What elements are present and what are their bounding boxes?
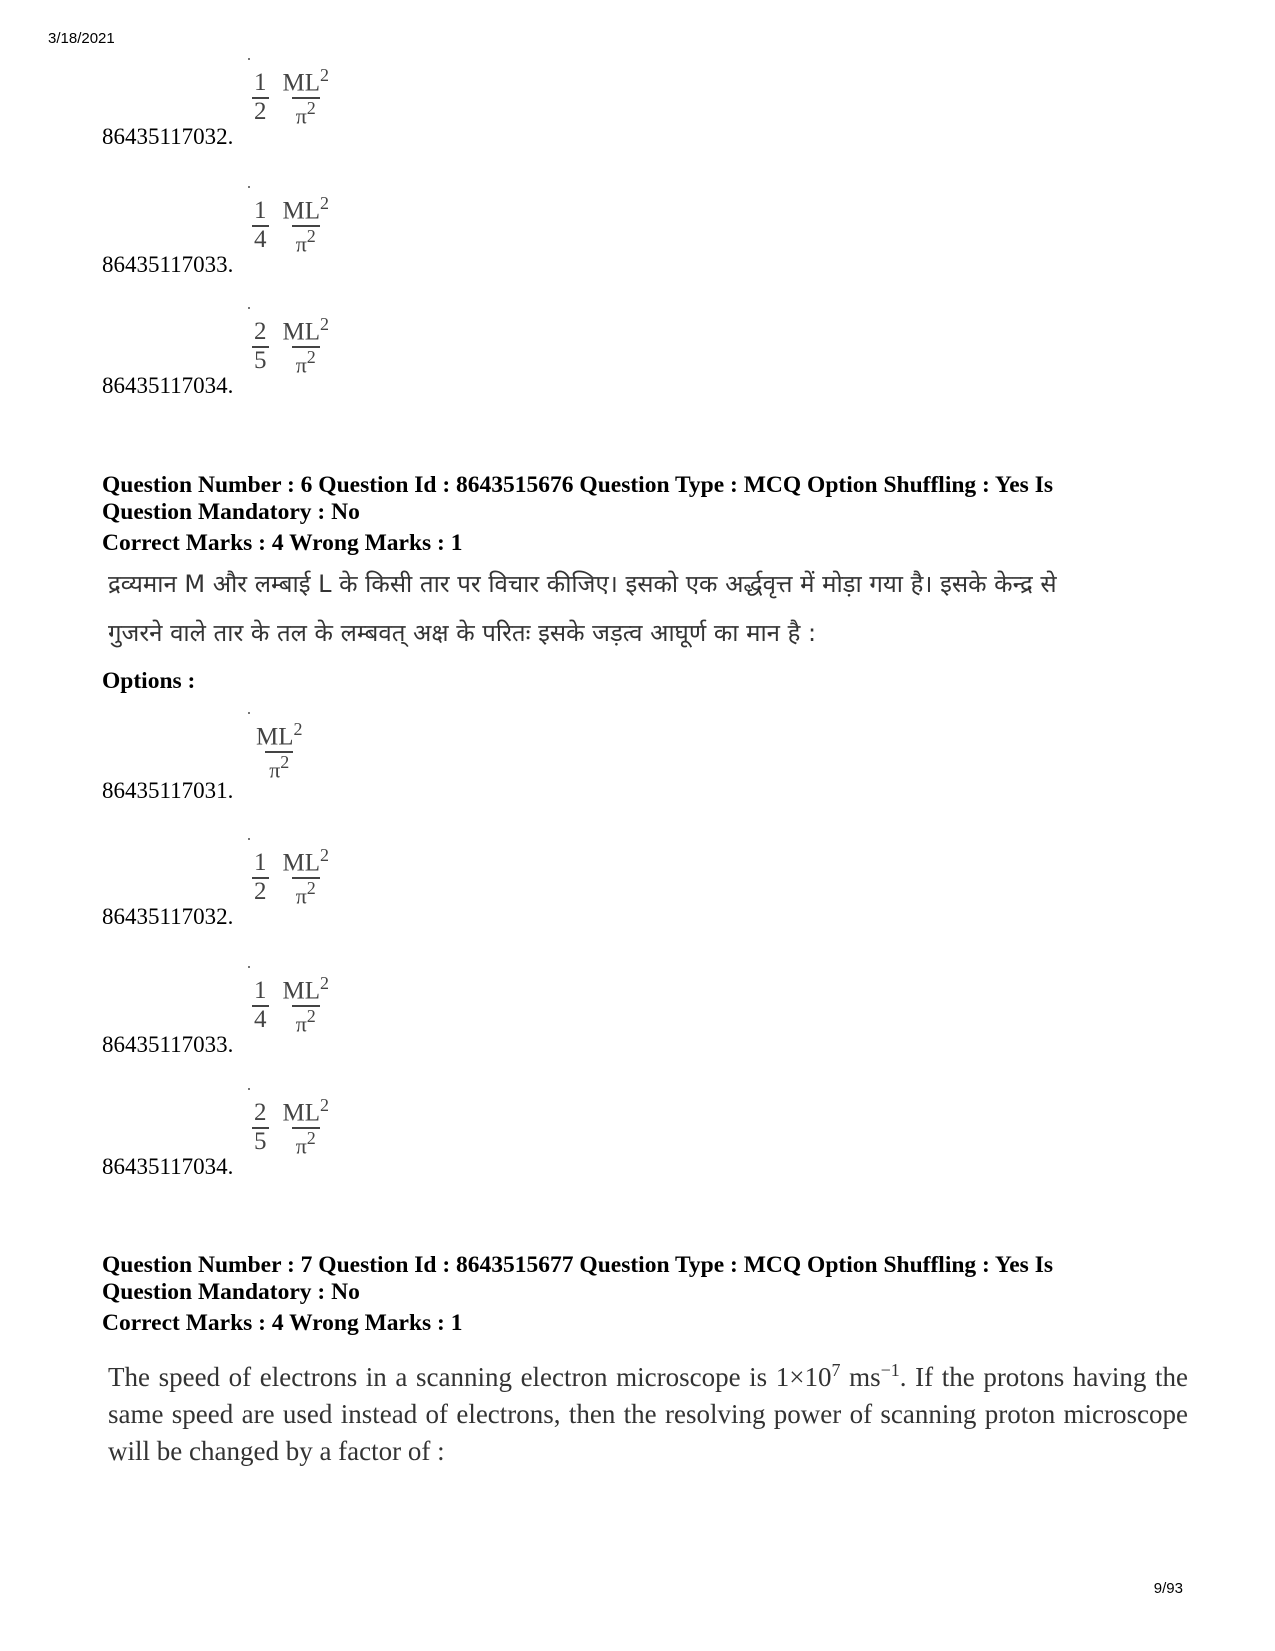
q7-header: Question Number : 7 Question Id : 8643515677 Question Type : MCQ Option Shuffling : Yes Is Question Mandatory : No [102,1252,1053,1305]
option-id: 86435117031. [102,778,234,803]
q6-option-4: $\frac{2}{5}$ $\frac{ML^2}{\pi^2}$ 86435117034. [102,1088,502,1178]
q6-marks: Correct Marks : 4 Wrong Marks : 1 [102,530,463,556]
q7-marks: Correct Marks : 4 Wrong Marks : 1 [102,1310,463,1336]
prev-option-3: $\frac{2}{5}$ $\frac{ML^2}{\pi^2}$ 86435117034. [102,307,502,397]
prev-option-1: $\frac{1}{2}$ $\frac{ML^2}{\pi^2}$ 86435117032. [102,58,502,148]
print-date: 3/18/2021 [48,30,115,47]
option-id: 86435117034. [102,1154,234,1179]
option-id: 86435117033. [102,252,234,277]
option-id: 86435117032. [102,904,234,929]
option-id: 86435117032. [102,124,234,149]
q6-question-text: द्रव्यमान M और लम्बाई L के किसी तार पर विचार कीजिए। इसको एक अर्द्धवृत्त में मोड़ा गया है। इसके केन्द्र से गुजरने वाले तार के तल के लम्बवत् अक्ष के परितः इसके जड़त्व आघूर्ण का मान है : [108,570,1057,647]
q6-option-3: $\frac{1}{4}$ $\frac{ML^2}{\pi^2}$ 86435117033. [102,966,502,1056]
q6-header: Question Number : 6 Question Id : 8643515676 Question Type : MCQ Option Shuffling : Yes Is Question Mandatory : No [102,472,1053,525]
q6-option-1: $\frac{ML^2}{\pi^2}$ 86435117031. [102,712,502,802]
q7-question-text: The speed of electrons in a scanning electron microscope is $1\times 10^7$ $ms^{-1}$. If the protons having the same speed are used instead of electrons, then the resolving power of scanning proton microscope will be changed by a factor of : [108,1360,1188,1466]
prev-option-2: $\frac{1}{4}$ $\frac{ML^2}{\pi^2}$ 86435117033. [102,186,502,276]
option-id: 86435117033. [102,1032,234,1057]
q6-option-2: $\frac{1}{2}$ $\frac{ML^2}{\pi^2}$ 86435117032. [102,838,502,928]
q6-options-label: Options : [102,668,196,694]
option-id: 86435117034. [102,373,234,398]
page-number: 9/93 [1153,1580,1183,1597]
